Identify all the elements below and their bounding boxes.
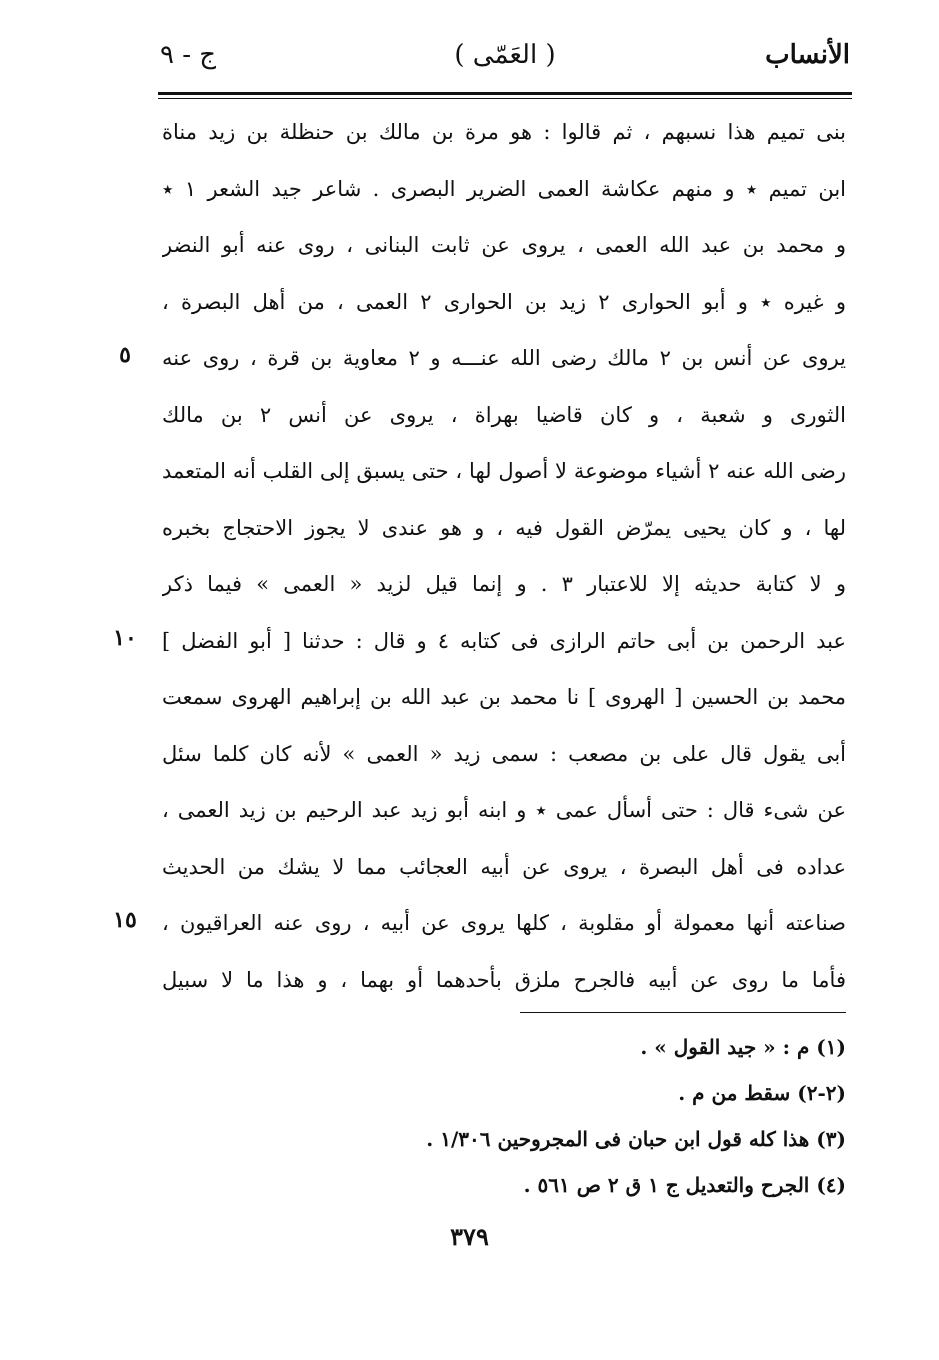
- header-rule-thin: [158, 98, 852, 99]
- text-line: صناعته أنها معمولة أو مقلوبة ، كلها يروى عن أبيه ، روى عنه العراقيون ،: [162, 911, 846, 935]
- running-header: [160, 40, 850, 84]
- footnote: (٤) الجرح والتعديل ج ١ ق ٢ ص ٥٦١ .: [523, 1173, 846, 1197]
- margin-line-number: ١٠: [113, 624, 137, 651]
- footnote: (٢-٢) سقط من م .: [678, 1081, 846, 1105]
- text-line: بنى تميم هذا نسبهم ، ثم قالوا : هو مرة بن مالك بن حنظلة بن زيد مناة: [162, 120, 846, 144]
- header-volume: ج - ٩: [160, 40, 217, 70]
- margin-line-number: ١٥: [113, 907, 137, 933]
- text-line: عن شىء قال : حتى أسأل عمى ٭ و ابنه أبو زيد عبد الرحيم بن زيد العمى ،: [162, 798, 846, 822]
- text-line: عداده فى أهل البصرة ، يروى عن أبيه العجائب مما لا يشك من الحديث: [162, 854, 846, 879]
- text-line: محمد بن الحسين [ الهروى ] نا محمد بن عبد الله بن إبراهيم الهروى سمعت: [162, 685, 846, 709]
- text-line: ابن تميم ٭ و منهم عكاشة العمى الضرير البصرى . شاعر جيد الشعر ١ ٭: [162, 176, 846, 201]
- header-entry-word: ( العَمّى ): [454, 40, 556, 70]
- text-line: و لا كتابة حديثه إلا للاعتبار ٣ . و إنما قيل لزيد « العمى » فيما ذكر: [162, 572, 846, 596]
- header-title: الأنساب: [765, 40, 850, 70]
- text-line: عبد الرحمن بن أبى حاتم الرازى فى كتابه ٤ و قال : حدثنا [ أبو الفضل ]: [162, 628, 846, 653]
- footnote: (١) م : « جيد القول » .: [640, 1035, 846, 1059]
- text-line: رضى الله عنه ٢ أشياء موضوعة لا أصول لها ، حتى يسبق إلى القلب أنه المتعمد: [162, 459, 846, 483]
- footnote: (٣) هذا كله قول ابن حبان فى المجروحين ١/٣٠٦ .: [426, 1127, 846, 1151]
- text-line: يروى عن أنس بن ٢ مالك رضى الله عنـــه و ٢ معاوية بن قرة ، روى عنه: [162, 346, 846, 370]
- text-line: الثورى و شعبة ، و كان قاضيا بهراة ، يروى عن أنس ٢ بن مالك: [162, 402, 846, 427]
- footnote-rule: [520, 1012, 846, 1013]
- text-line: لها ، و كان يحيى يمرّض القول فيه ، و هو عندى لا يجوز الاحتجاج بخبره: [162, 515, 846, 540]
- text-line: و غيره ٭ و أبو الحوارى ٢ زيد بن الحوارى ٢ العمى ، من أهل البصرة ،: [162, 289, 846, 314]
- text-line: فأما ما روى عن أبيه فالجرح ملزق بأحدهما أو بهما ، و هذا ما لا سبيل: [162, 967, 846, 992]
- text-line: أبى يقول قال على بن مصعب : سمى زيد « العمى » لأنه كان كلما سئل: [162, 741, 846, 766]
- main-text: [162, 104, 846, 1008]
- page-number: ٣٧٩: [450, 1222, 489, 1251]
- footnotes: [162, 1024, 846, 1208]
- header-rule-thick: [158, 92, 852, 95]
- text-line: و محمد بن عبد الله العمى ، يروى عن ثابت البنانى ، روى عنه أبو النضر: [162, 233, 846, 257]
- margin-line-number: ٥: [119, 342, 131, 368]
